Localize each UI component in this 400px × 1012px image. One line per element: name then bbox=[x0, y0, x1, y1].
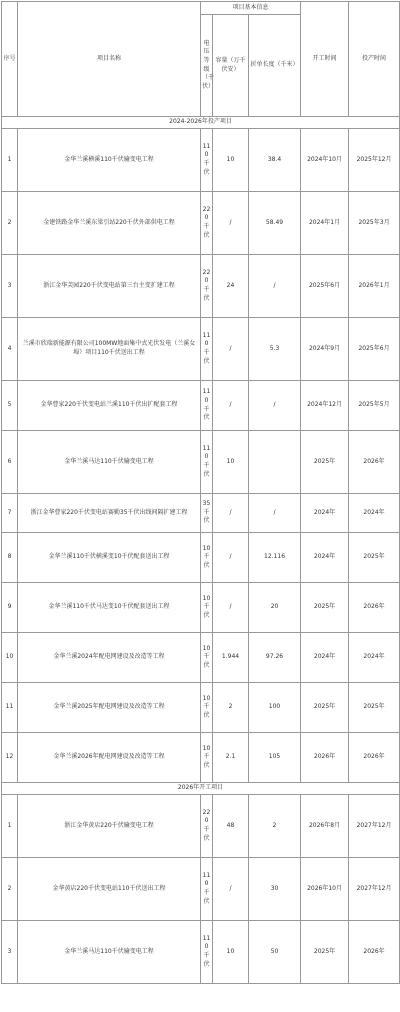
table-row bbox=[2, 318, 400, 381]
cell-commission-time: 2025年6月 bbox=[349, 318, 400, 381]
cell-length: 97.26 bbox=[249, 633, 301, 683]
cell-start-time: 2024年 bbox=[301, 494, 349, 533]
cell-project-name: 金华兰溪马达110千伏输变电工程 bbox=[18, 431, 201, 494]
cell-seq: 6 bbox=[2, 431, 18, 494]
col-header-basic-info: 项目基本信息 bbox=[201, 2, 301, 15]
cell-start-time: 2024年1月 bbox=[301, 192, 349, 255]
cell-length: / bbox=[249, 255, 301, 318]
cell-commission-time: 2027年12月 bbox=[349, 858, 400, 921]
cell-capacity: 48 bbox=[213, 795, 249, 858]
col-header-commission: 投产时间 bbox=[349, 2, 400, 117]
cell-capacity: / bbox=[213, 192, 249, 255]
cell-length: 20 bbox=[249, 583, 301, 633]
cell-commission-time: 2025年3月 bbox=[349, 192, 400, 255]
projects-table bbox=[1, 1, 400, 984]
section-header-row bbox=[2, 783, 400, 795]
cell-length: 12.116 bbox=[249, 533, 301, 583]
cell-voltage: 110千伏 bbox=[201, 858, 213, 921]
cell-voltage: 110千伏 bbox=[201, 129, 213, 192]
table-row bbox=[2, 255, 400, 318]
table-row bbox=[2, 633, 400, 683]
table-row bbox=[2, 129, 400, 192]
col-header-name: 项目名称 bbox=[18, 2, 201, 117]
cell-voltage: 110千伏 bbox=[201, 381, 213, 431]
cell-start-time: 2025年6月 bbox=[301, 255, 349, 318]
cell-length: 38.4 bbox=[249, 129, 301, 192]
cell-seq: 9 bbox=[2, 583, 18, 633]
table-row bbox=[2, 192, 400, 255]
cell-project-name: 金华黄店220千伏变电站110千伏送出工程 bbox=[18, 858, 201, 921]
cell-length: / bbox=[249, 381, 301, 431]
cell-length: / bbox=[249, 494, 301, 533]
cell-voltage: 110千伏 bbox=[201, 921, 213, 984]
col-header-capacity: 容量（万千伏安） bbox=[213, 15, 249, 117]
section-header-row bbox=[2, 117, 400, 129]
cell-commission-time: 2025年12月 bbox=[349, 129, 400, 192]
cell-capacity: 10 bbox=[213, 129, 249, 192]
cell-length: 5.3 bbox=[249, 318, 301, 381]
cell-commission-time: 2025年5月 bbox=[349, 381, 400, 431]
cell-capacity: 2 bbox=[213, 683, 249, 733]
table-row bbox=[2, 583, 400, 633]
cell-capacity: 10 bbox=[213, 431, 249, 494]
cell-voltage: 10千伏 bbox=[201, 583, 213, 633]
cell-seq: 5 bbox=[2, 381, 18, 431]
cell-seq: 8 bbox=[2, 533, 18, 583]
col-header-seq: 序号 bbox=[2, 2, 18, 117]
cell-seq: 2 bbox=[2, 192, 18, 255]
cell-start-time: 2026年 bbox=[301, 733, 349, 783]
cell-commission-time: 2024年 bbox=[349, 633, 400, 683]
cell-start-time: 2024年 bbox=[301, 533, 349, 583]
cell-voltage: 110千伏 bbox=[201, 318, 213, 381]
table-body bbox=[2, 117, 400, 984]
cell-seq: 7 bbox=[2, 494, 18, 533]
cell-start-time: 2025年 bbox=[301, 921, 349, 984]
cell-capacity: / bbox=[213, 858, 249, 921]
col-header-voltage: 电压等级（千伏） bbox=[201, 15, 213, 117]
cell-voltage: 10千伏 bbox=[201, 633, 213, 683]
cell-seq: 1 bbox=[2, 129, 18, 192]
cell-voltage: 220千伏 bbox=[201, 795, 213, 858]
table-row bbox=[2, 683, 400, 733]
cell-voltage: 220千伏 bbox=[201, 255, 213, 318]
table-row bbox=[2, 921, 400, 984]
cell-start-time: 2025年 bbox=[301, 683, 349, 733]
table-row bbox=[2, 795, 400, 858]
cell-capacity: 10 bbox=[213, 921, 249, 984]
cell-seq: 2 bbox=[2, 858, 18, 921]
cell-start-time: 2024年10月 bbox=[301, 129, 349, 192]
cell-project-name: 金华曹家220千伏变电站兰溪110千伏出扩配套工程 bbox=[18, 381, 201, 431]
cell-start-time: 2025年 bbox=[301, 583, 349, 633]
cell-project-name: 金华兰溪2024年配电网建设及改造等工程 bbox=[18, 633, 201, 683]
cell-commission-time: 2026年1月 bbox=[349, 255, 400, 318]
cell-seq: 3 bbox=[2, 255, 18, 318]
col-header-start: 开工时间 bbox=[301, 2, 349, 117]
cell-commission-time: 2026年 bbox=[349, 431, 400, 494]
cell-project-name: 金华兰溪2026年配电网建设及改造等工程 bbox=[18, 733, 201, 783]
cell-commission-time: 2027年12月 bbox=[349, 795, 400, 858]
cell-length: 30 bbox=[249, 858, 301, 921]
cell-project-name: 金华兰溪2025年配电网建设及改造等工程 bbox=[18, 683, 201, 733]
col-header-length: 折单长度（千米） bbox=[249, 15, 301, 117]
cell-capacity: 2.1 bbox=[213, 733, 249, 783]
cell-start-time: 2024年 bbox=[301, 633, 349, 683]
cell-seq: 3 bbox=[2, 921, 18, 984]
cell-commission-time: 2025年 bbox=[349, 683, 400, 733]
cell-voltage: 35千伏 bbox=[201, 494, 213, 533]
cell-commission-time: 2026年 bbox=[349, 921, 400, 984]
cell-project-name: 浙江金华曹家220千伏变电站赛勤35千伏出线间隔扩建工程 bbox=[18, 494, 201, 533]
cell-seq: 12 bbox=[2, 733, 18, 783]
cell-start-time: 2024年9月 bbox=[301, 318, 349, 381]
table-row bbox=[2, 381, 400, 431]
section-title: 2026年开工项目 bbox=[2, 783, 400, 795]
cell-project-name: 金华兰溪横溪110千伏输变电工程 bbox=[18, 129, 201, 192]
cell-capacity: / bbox=[213, 533, 249, 583]
cell-start-time: 2024年12月 bbox=[301, 381, 349, 431]
cell-start-time: 2026年10月 bbox=[301, 858, 349, 921]
cell-commission-time: 2026年 bbox=[349, 583, 400, 633]
cell-voltage: 10千伏 bbox=[201, 733, 213, 783]
cell-commission-time: 2024年 bbox=[349, 494, 400, 533]
cell-voltage: 10千伏 bbox=[201, 683, 213, 733]
table-row bbox=[2, 733, 400, 783]
cell-capacity: 24 bbox=[213, 255, 249, 318]
cell-capacity: 1.944 bbox=[213, 633, 249, 683]
cell-voltage: 220千伏 bbox=[201, 192, 213, 255]
cell-length: 58.49 bbox=[249, 192, 301, 255]
cell-seq: 10 bbox=[2, 633, 18, 683]
table-row bbox=[2, 533, 400, 583]
cell-project-name: 浙江金华黄店220千伏输变电工程 bbox=[18, 795, 201, 858]
cell-capacity: / bbox=[213, 583, 249, 633]
cell-capacity: / bbox=[213, 381, 249, 431]
cell-start-time: 2026年8月 bbox=[301, 795, 349, 858]
cell-project-name: 金华兰溪马达110千伏输变电工程 bbox=[18, 921, 201, 984]
table-row bbox=[2, 858, 400, 921]
section-title: 2024-2026年投产项目 bbox=[2, 117, 400, 129]
cell-commission-time: 2026年 bbox=[349, 733, 400, 783]
cell-capacity: / bbox=[213, 494, 249, 533]
cell-seq: 4 bbox=[2, 318, 18, 381]
table-row bbox=[2, 431, 400, 494]
cell-length bbox=[249, 431, 301, 494]
cell-length: 2 bbox=[249, 795, 301, 858]
cell-capacity: / bbox=[213, 318, 249, 381]
cell-length: 105 bbox=[249, 733, 301, 783]
cell-project-name: 浙江金华芙园220千伏变电站第三台主变扩建工程 bbox=[18, 255, 201, 318]
cell-project-name: 兰溪市欣瑞新能源有限公司100MW地面集中式光伏发电（兰溪女埠）项目110千伏送出工程 bbox=[18, 318, 201, 381]
cell-commission-time: 2025年 bbox=[349, 533, 400, 583]
cell-length: 100 bbox=[249, 683, 301, 733]
cell-voltage: 10千伏 bbox=[201, 533, 213, 583]
cell-seq: 1 bbox=[2, 795, 18, 858]
cell-project-name: 金华兰溪110千伏马达变10千伏配套送出工程 bbox=[18, 583, 201, 633]
table-row bbox=[2, 494, 400, 533]
cell-voltage: 110千伏 bbox=[201, 431, 213, 494]
cell-project-name: 金华兰溪110千伏横溪变10千伏配套送出工程 bbox=[18, 533, 201, 583]
cell-start-time: 2025年 bbox=[301, 431, 349, 494]
cell-seq: 11 bbox=[2, 683, 18, 733]
cell-project-name: 金建铁路金华兰溪东梁引站220千伏外部供电工程 bbox=[18, 192, 201, 255]
cell-length: 50 bbox=[249, 921, 301, 984]
